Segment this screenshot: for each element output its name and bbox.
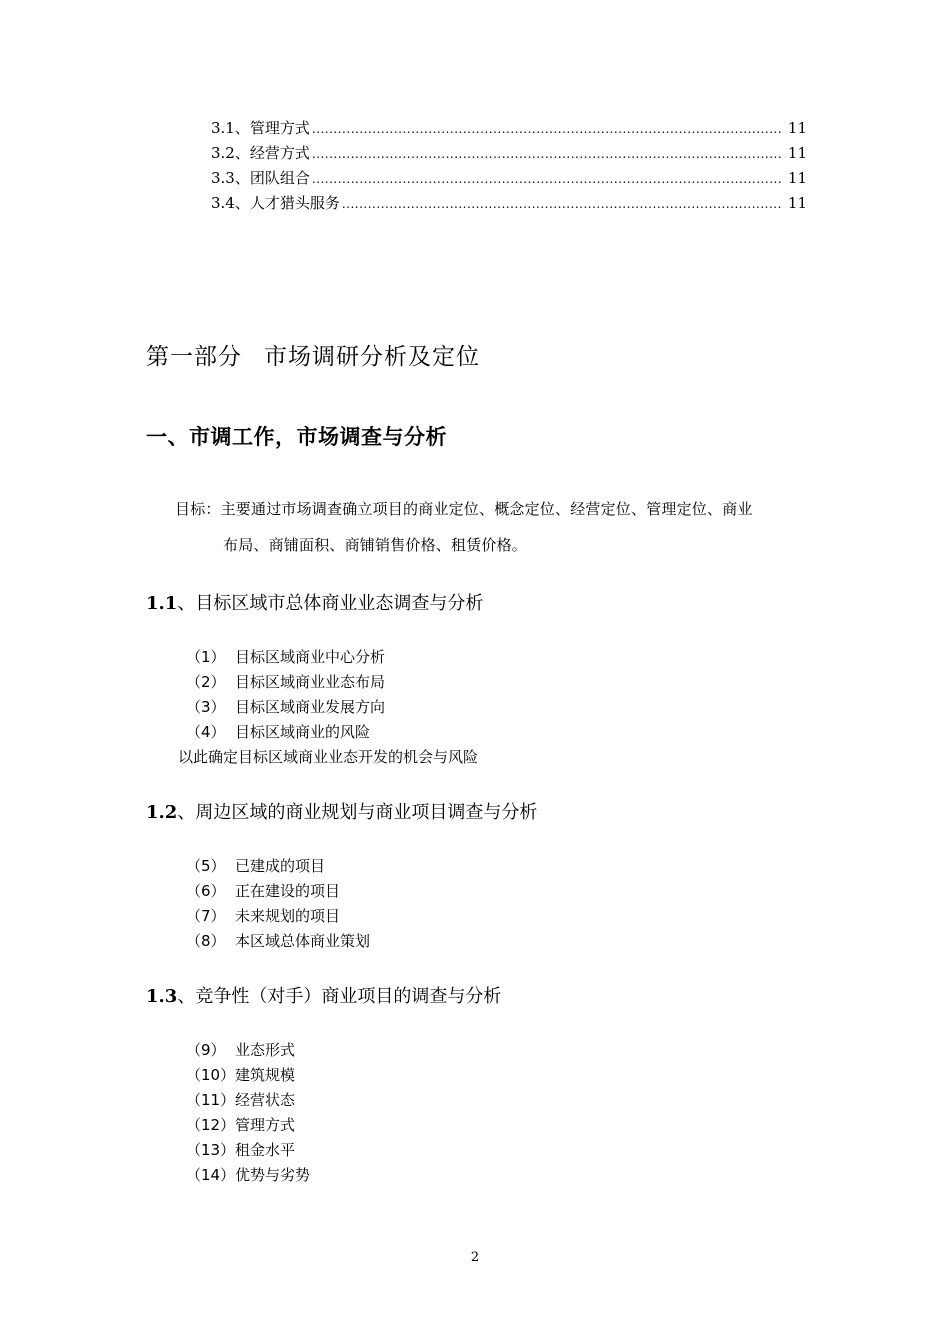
goal-line-1: 目标：主要通过市场调查确立项目的商业定位、概念定位、经营定位、管理定位、商业 [175, 500, 753, 518]
toc-leader-dots [312, 142, 781, 167]
list-item-index: （14） [186, 1166, 236, 1184]
list-item-index: （2） [186, 673, 226, 691]
toc-entry[interactable] [211, 191, 807, 216]
subsection-heading-1-1 [146, 589, 483, 615]
list-item-index: （13） [186, 1141, 236, 1159]
list-item-text: 业态形式 [235, 1041, 296, 1059]
toc-entry[interactable] [211, 166, 807, 191]
subsection-title: 、目标区域市总体商业业态调查与分析 [177, 593, 484, 614]
section-heading: 一、市调工作，市场调查与分析 [146, 425, 447, 449]
list-item-text: 目标区域商业中心分析 [235, 648, 386, 666]
list-item-index: （7） [186, 907, 226, 925]
toc-entry-page: 11 [787, 144, 807, 162]
list-note: 以此确定目标区域商业业态开发的机会与风险 [178, 748, 479, 766]
subsection-title: 、竞争性（对手）商业项目的调查与分析 [177, 986, 502, 1007]
toc-entry-label: 3.1、管理方式 [211, 119, 310, 137]
list-item [186, 1163, 310, 1188]
list-item [186, 670, 478, 695]
list-item-text: 目标区域商业发展方向 [235, 698, 386, 716]
list-item [186, 1088, 310, 1113]
page-number: 2 [470, 1250, 480, 1265]
list-item-index: （1） [186, 648, 226, 666]
list-item [186, 1138, 310, 1163]
list-item-index: （5） [186, 857, 226, 875]
list-item [186, 929, 370, 954]
toc-entry-label: 3.2、经营方式 [211, 144, 310, 162]
list-1-2 [186, 854, 370, 954]
list-item-text: 未来规划的项目 [235, 907, 341, 925]
toc-leader-dots [312, 117, 781, 142]
list-item [186, 904, 370, 929]
list-item [186, 879, 370, 904]
list-item-text: 本区域总体商业策划 [235, 932, 371, 950]
list-item [186, 645, 478, 670]
list-item [186, 854, 370, 879]
list-item-text: 优势与劣势 [235, 1166, 311, 1184]
subsection-title: 、周边区域的商业规划与商业项目调查与分析 [177, 802, 538, 823]
list-item-index: （8） [186, 932, 226, 950]
subsection-heading-1-3 [146, 982, 501, 1008]
goal-line-2: 布局、商铺面积、商铺销售价格、租赁价格。 [223, 536, 528, 554]
part-title-label: 第一部分 [146, 344, 242, 370]
list-item-text: 租金水平 [235, 1141, 296, 1159]
subsection-number: 1.2 [146, 802, 178, 823]
list-item-text: 建筑规模 [235, 1066, 296, 1084]
list-item [186, 1038, 310, 1063]
list-item-text: 经营状态 [235, 1091, 296, 1109]
subsection-number: 1.3 [146, 986, 178, 1007]
list-item-index: （10） [186, 1066, 236, 1084]
goal-paragraph [175, 491, 815, 563]
list-1-1 [178, 645, 479, 770]
list-item [186, 1113, 310, 1138]
toc-leader-dots [312, 167, 781, 192]
list-item-index: （4） [186, 723, 226, 741]
list-item [186, 695, 478, 720]
list-item-index: （6） [186, 882, 226, 900]
toc-leader-dots [342, 192, 781, 217]
toc-entry-page: 11 [787, 119, 807, 137]
subsection-heading-1-2 [146, 798, 537, 824]
table-of-contents [211, 116, 807, 216]
toc-entry-label: 3.4、人才猎头服务 [211, 194, 340, 212]
list-item [186, 1063, 310, 1088]
toc-entry-page: 11 [787, 194, 807, 212]
list-1-3 [186, 1038, 310, 1188]
list-item-index: （9） [186, 1041, 226, 1059]
list-item-text: 目标区域商业的风险 [235, 723, 371, 741]
list-item-text: 正在建设的项目 [235, 882, 341, 900]
list-item-index: （12） [186, 1116, 236, 1134]
list-item-text: 管理方式 [235, 1116, 296, 1134]
toc-entry-label: 3.3、团队组合 [211, 169, 310, 187]
toc-entry-page: 11 [787, 169, 807, 187]
list-item-index: （3） [186, 698, 226, 716]
subsection-number: 1.1 [146, 593, 178, 614]
part-title [146, 338, 480, 371]
list-item-text: 目标区域商业业态布局 [235, 673, 386, 691]
toc-entry[interactable] [211, 116, 807, 141]
list-item-index: （11） [186, 1091, 236, 1109]
part-title-text: 市场调研分析及定位 [264, 344, 480, 370]
toc-entry[interactable] [211, 141, 807, 166]
list-item-text: 已建成的项目 [235, 857, 326, 875]
list-item [186, 720, 478, 745]
